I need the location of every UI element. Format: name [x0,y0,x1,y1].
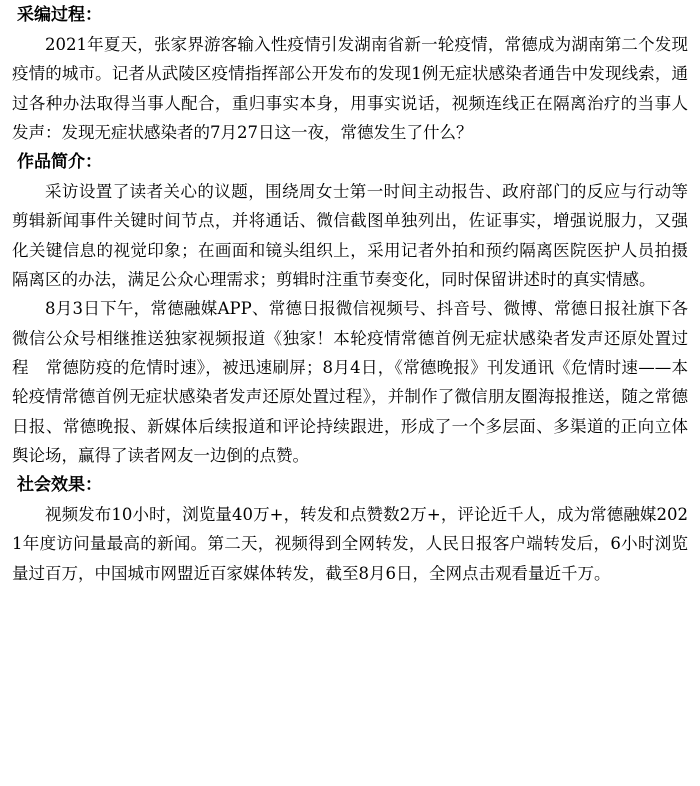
section-process [12,0,688,147]
summary-paragraph-2: 8月3日下午，常德融媒APP、常德日报微信视频号、抖音号、微博、常德日报社旗下各微信公众号相继推送独家视频报道《独家！本轮疫情常德首例无症状感染者发声还原处置过程 常德防疫的危情时速》，被迅速刷屏；8月4日，《常德晚报》刊发通讯《危情时速——本轮疫情常德首例无症状感染者发声还原处置过程》，并制作了微信朋友圈海报推送，随之常德日报、常德晚报、新媒体后续报道和评论持续跟进，形成了一个多层面、多渠道的正向立体舆论场，赢得了读者网友一边倒的点赞。 [12,299,688,465]
section-heading-process: 采编过程： [17,5,102,25]
summary-paragraph-1: 采访设置了读者关心的议题，围绕周女士第一时间主动报告、政府部门的反应与行动等剪辑新闻事件关键时间节点，并将通话、微信截图单独列出，佐证事实，增强说服力，又强化关键信息的视觉印象；在画面和镜头组织上，采用记者外拍和预约隔离医院医护人员拍摄隔离区的办法，满足公众心理需求；剪辑时注重节奏变化，同时保留讲述时的真实情感。 [12,182,688,290]
section-heading-summary: 作品简介： [17,152,102,173]
document [12,0,688,588]
section-heading-effect: 社会效果： [17,475,102,496]
effect-paragraph: 视频发布10小时，浏览量40万+，转发和点赞数2万+，评论近千人，成为常德融媒2021年度访问量最高的新闻。第二天，视频得到全网转发，人民日报客户端转发后，6小时浏览量过百万，中国城市网盟近百家媒体转发，截至8月6日，全网点击观看量近千万。 [12,505,688,583]
section-effect [12,470,688,588]
section-summary [12,147,688,470]
process-paragraph: 2021年夏天，张家界游客输入性疫情引发湖南省新一轮疫情，常德成为湖南第二个发现疫情的城市。记者从武陵区疫情指挥部公开发布的发现1例无症状感染者通告中发现线索，通过各种办法取得当事人配合，重归事实本身，用事实说话，视频连线正在隔离治疗的当事人发声：发现无症状感染者的7月27日这一夜，常德发生了什么？ [12,35,688,142]
